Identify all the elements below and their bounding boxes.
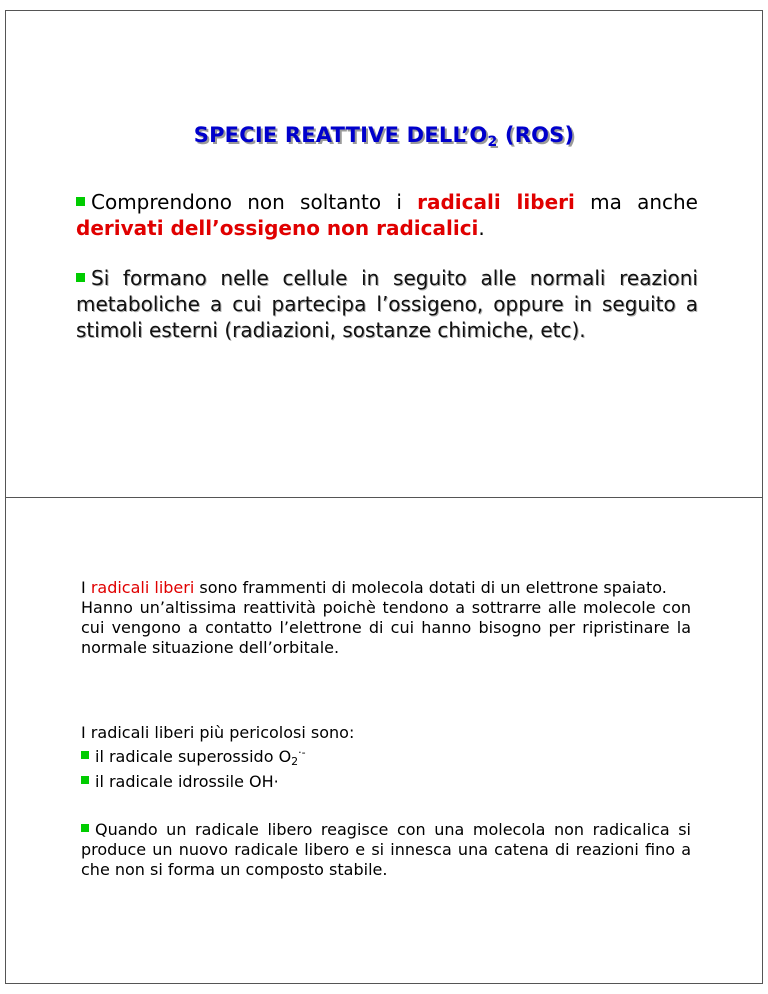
- chain-reaction-paragraph: [81, 820, 691, 880]
- highlight-radicali-liberi: radicali liberi: [417, 190, 575, 214]
- title-subscript: 2: [487, 134, 498, 150]
- para-text: Comprendono non soltanto i: [91, 190, 418, 214]
- para-text: Si formano nelle cellule in seguito alle normali reazioni metaboliche a cui partecipa l’ossigeno, oppure in seguito a stimoli esterni (radiazioni, sostanze chimiche, etc).: [76, 266, 698, 342]
- para-text: Hanno un’altissima reattività poichè tendono a sottrarre alle molecole con cui vengono a contatto l’elettrone di cui hanno bisogno per ripristinare la normale situazione dell’orbitale.: [81, 598, 691, 657]
- ros-formation-paragraph: [76, 265, 698, 343]
- title-tail: (ROS): [497, 123, 575, 147]
- slide-2: [5, 497, 763, 984]
- ros-definition-paragraph: [76, 189, 698, 241]
- dangerous-radicals-list: [81, 723, 691, 792]
- item-subscript: 2: [291, 755, 299, 768]
- slide-1: [5, 10, 763, 498]
- bullet-square-icon: [76, 273, 85, 282]
- item-text: il radicale idrossile OH·: [95, 772, 279, 791]
- highlight-radicali-liberi: radicali liberi: [90, 578, 195, 597]
- para-text: ma anche: [574, 190, 698, 214]
- list-item: [81, 772, 691, 792]
- bullet-square-icon: [76, 197, 85, 206]
- bullet-square-icon: [81, 776, 89, 784]
- title-text: SPECIE REATTIVE DELL’O: [193, 123, 488, 147]
- radicals-intro-paragraph: [81, 578, 691, 658]
- bullet-square-icon: [81, 824, 89, 832]
- list-heading: I radicali liberi più pericolosi sono:: [81, 723, 355, 742]
- para-text: Quando un radicale libero reagisce con una molecola non radicalica si produce un nuovo radicale libero e si innesca una catena di reazioni fino a che non si forma un composto stabile.: [81, 820, 691, 879]
- bullet-square-icon: [81, 751, 89, 759]
- item-superscript: ·-: [298, 746, 306, 759]
- slide-title: [6, 123, 762, 150]
- para-text: sono frammenti di molecola dotati di un elettrone spaiato.: [194, 578, 667, 597]
- highlight-derivati: derivati dell’ossigeno non radicalici: [76, 216, 479, 240]
- para-text: I: [81, 578, 91, 597]
- para-text: .: [478, 216, 485, 240]
- list-item: [81, 743, 691, 772]
- item-text: il radicale superossido O: [95, 747, 292, 766]
